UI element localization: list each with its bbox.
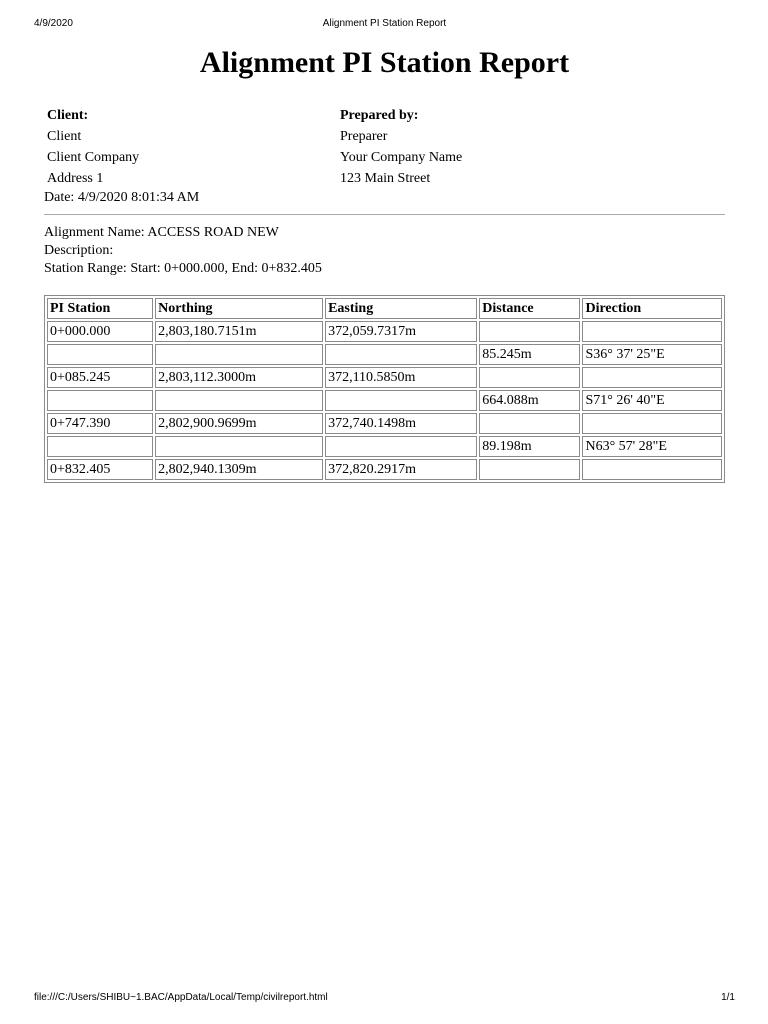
cell-easting	[325, 436, 477, 457]
header-direction: Direction	[582, 298, 722, 319]
client-address: Address 1	[47, 171, 104, 186]
cell-direction: N63° 57' 28"E	[582, 436, 722, 457]
cell-distance	[479, 459, 580, 480]
cell-easting	[325, 390, 477, 411]
cell-direction	[582, 413, 722, 434]
cell-pi-station: 0+000.000	[47, 321, 153, 342]
alignment-description: Description:	[44, 243, 114, 258]
cell-pi-station: 0+085.245	[47, 367, 153, 388]
cell-northing	[155, 390, 323, 411]
report-date: Date: 4/9/2020 8:01:34 AM	[44, 190, 200, 205]
header-easting: Easting	[325, 298, 477, 319]
client-name: Client	[47, 129, 82, 144]
cell-easting: 372,059.7317m	[325, 321, 477, 342]
cell-pi-station	[47, 436, 153, 457]
table-header-row	[47, 298, 722, 319]
table-row	[47, 321, 722, 342]
cell-pi-station	[47, 344, 153, 365]
cell-distance	[479, 321, 580, 342]
table-row	[47, 436, 722, 457]
client-label: Client:	[47, 108, 89, 123]
report	[44, 40, 725, 483]
cell-easting: 372,110.5850m	[325, 367, 477, 388]
table-row	[47, 390, 722, 411]
table-row	[47, 367, 722, 388]
cell-easting: 372,740.1498m	[325, 413, 477, 434]
preparer-address: 123 Main Street	[340, 171, 431, 186]
table-row	[47, 459, 722, 480]
alignment-name: Alignment Name: ACCESS ROAD NEW	[44, 225, 279, 240]
header-distance: Distance	[479, 298, 580, 319]
print-date: 4/9/2020	[34, 18, 73, 29]
print-title: Alignment PI Station Report	[322, 18, 447, 29]
print-footer	[34, 992, 735, 1006]
cell-distance	[479, 413, 580, 434]
cell-distance: 664.088m	[479, 390, 580, 411]
cell-northing	[155, 436, 323, 457]
header-northing: Northing	[155, 298, 323, 319]
header-pi-station: PI Station	[47, 298, 153, 319]
preparer-name: Preparer	[340, 129, 388, 144]
cell-easting	[325, 344, 477, 365]
cell-direction	[582, 321, 722, 342]
prepared-by-label: Prepared by:	[340, 108, 419, 123]
cell-northing	[155, 344, 323, 365]
print-file-path: file:///C:/Users/SHIBU~1.BAC/AppData/Local/Temp/civilreport.html	[34, 992, 328, 1003]
print-header	[34, 18, 735, 32]
cell-distance: 85.245m	[479, 344, 580, 365]
cell-direction	[582, 367, 722, 388]
alignment-info	[44, 224, 725, 278]
cell-northing: 2,802,940.1309m	[155, 459, 323, 480]
station-range: Station Range: Start: 0+000.000, End: 0+832.405	[44, 261, 322, 276]
cell-pi-station	[47, 390, 153, 411]
print-page-number: 1/1	[721, 992, 735, 1003]
section-divider	[44, 214, 725, 215]
report-title: Alignment PI Station Report	[199, 46, 570, 79]
cell-northing: 2,803,180.7151m	[155, 321, 323, 342]
cell-distance: 89.198m	[479, 436, 580, 457]
cell-direction: S71° 26' 40"E	[582, 390, 722, 411]
cell-direction	[582, 459, 722, 480]
cell-northing: 2,802,900.9699m	[155, 413, 323, 434]
cell-northing: 2,803,112.3000m	[155, 367, 323, 388]
client-preparer-info	[44, 105, 462, 189]
cell-distance	[479, 367, 580, 388]
cell-pi-station: 0+747.390	[47, 413, 153, 434]
client-company: Client Company	[47, 150, 140, 165]
table-row	[47, 344, 722, 365]
pi-station-table	[44, 295, 725, 483]
table-row	[47, 413, 722, 434]
preparer-company: Your Company Name	[340, 150, 463, 165]
cell-easting: 372,820.2917m	[325, 459, 477, 480]
cell-direction: S36° 37' 25"E	[582, 344, 722, 365]
cell-pi-station: 0+832.405	[47, 459, 153, 480]
